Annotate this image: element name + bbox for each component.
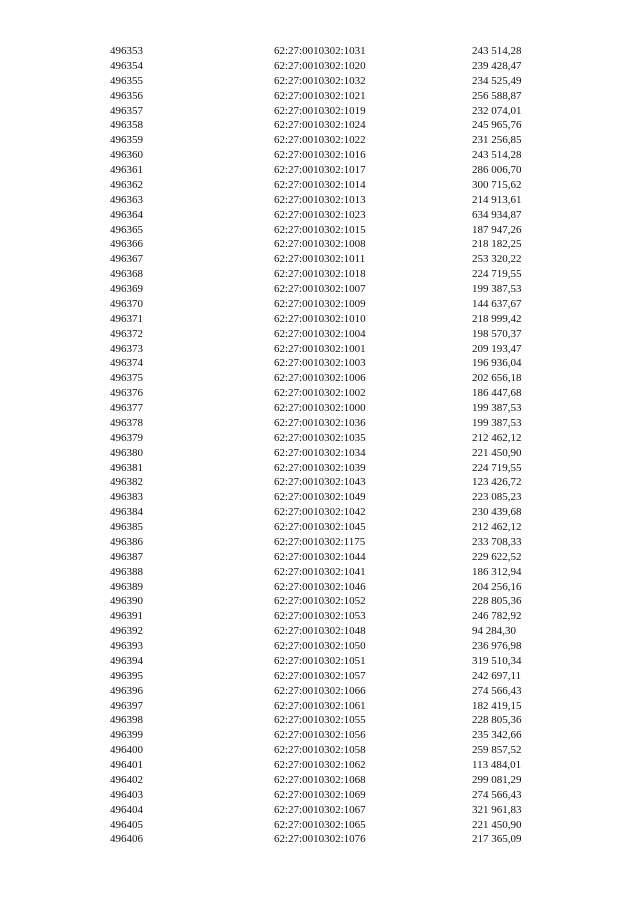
table-row xyxy=(110,490,530,505)
value-cell: 196 936,04 xyxy=(472,357,522,370)
cadastral-number-cell: 62:27:0010302:1048 xyxy=(274,625,366,638)
cadastral-number-cell: 62:27:0010302:1010 xyxy=(274,312,366,325)
table-row xyxy=(110,104,530,119)
value-cell: 218 999,42 xyxy=(472,312,522,325)
row-number-cell: 496359 xyxy=(110,134,143,147)
cadastral-number-cell: 62:27:0010302:1067 xyxy=(274,803,366,816)
cadastral-number-cell: 62:27:0010302:1049 xyxy=(274,491,366,504)
row-number-cell: 496395 xyxy=(110,669,143,682)
table-row xyxy=(110,342,530,357)
value-cell: 236 976,98 xyxy=(472,640,522,652)
value-cell: 182 419,15 xyxy=(472,699,522,712)
value-cell: 274 566,43 xyxy=(472,684,522,697)
value-cell: 224 719,55 xyxy=(472,268,522,281)
cadastral-number-cell: 62:27:0010302:1034 xyxy=(274,446,366,459)
value-cell: 187 947,26 xyxy=(472,223,522,236)
row-number-cell: 496369 xyxy=(110,283,143,295)
row-number-cell: 496392 xyxy=(110,625,143,638)
value-cell: 224 719,55 xyxy=(472,461,522,474)
value-cell: 274 566,43 xyxy=(472,788,522,801)
table-row xyxy=(110,475,530,490)
cadastral-number-cell: 62:27:0010302:1061 xyxy=(274,699,366,712)
cadastral-number-cell: 62:27:0010302:1044 xyxy=(274,550,366,563)
table-row xyxy=(110,624,530,639)
value-cell: 300 715,62 xyxy=(472,178,522,191)
cadastral-number-cell: 62:27:0010302:1065 xyxy=(274,818,366,831)
row-number-cell: 496402 xyxy=(110,773,143,786)
cadastral-number-cell: 62:27:0010302:1020 xyxy=(274,59,366,72)
value-cell: 239 428,47 xyxy=(472,59,522,72)
value-cell: 231 256,85 xyxy=(472,134,522,147)
table-row xyxy=(110,416,530,431)
row-number-cell: 496398 xyxy=(110,714,143,727)
cadastral-number-cell: 62:27:0010302:1007 xyxy=(274,283,366,295)
cadastral-number-cell: 62:27:0010302:1011 xyxy=(274,253,366,266)
value-cell: 246 782,92 xyxy=(472,610,522,623)
table-row xyxy=(110,371,530,386)
cadastral-number-cell: 62:27:0010302:1018 xyxy=(274,268,366,281)
cadastral-number-cell: 62:27:0010302:1001 xyxy=(274,342,366,355)
row-number-cell: 496380 xyxy=(110,446,143,459)
row-number-cell: 496386 xyxy=(110,535,143,548)
table-row xyxy=(110,223,530,238)
value-cell: 230 439,68 xyxy=(472,506,522,519)
table-row xyxy=(110,401,530,416)
row-number-cell: 496394 xyxy=(110,654,143,667)
table-row xyxy=(110,699,530,714)
row-number-cell: 496387 xyxy=(110,550,143,563)
cadastral-number-cell: 62:27:0010302:1013 xyxy=(274,193,366,206)
cadastral-number-cell: 62:27:0010302:1050 xyxy=(274,640,366,652)
cadastral-number-cell: 62:27:0010302:1041 xyxy=(274,565,366,578)
table-row xyxy=(110,758,530,773)
table-row xyxy=(110,208,530,223)
cadastral-number-cell: 62:27:0010302:1066 xyxy=(274,684,366,697)
row-number-cell: 496366 xyxy=(110,238,143,251)
table-row xyxy=(110,267,530,282)
value-cell: 204 256,16 xyxy=(472,580,522,593)
cadastral-number-cell: 62:27:0010302:1015 xyxy=(274,223,366,236)
value-cell: 634 934,87 xyxy=(472,208,522,221)
row-number-cell: 496365 xyxy=(110,223,143,236)
table-row xyxy=(110,327,530,342)
value-cell: 123 426,72 xyxy=(472,476,522,489)
row-number-cell: 496383 xyxy=(110,491,143,504)
value-cell: 259 857,52 xyxy=(472,744,522,757)
cadastral-number-cell: 62:27:0010302:1024 xyxy=(274,119,366,132)
table-row xyxy=(110,773,530,788)
row-number-cell: 496367 xyxy=(110,253,143,266)
table-row xyxy=(110,356,530,371)
row-number-cell: 496385 xyxy=(110,521,143,533)
table-row xyxy=(110,74,530,89)
table-row xyxy=(110,44,530,59)
row-number-cell: 496368 xyxy=(110,268,143,281)
row-number-cell: 496403 xyxy=(110,788,143,801)
cadastral-number-cell: 62:27:0010302:1031 xyxy=(274,45,366,57)
cadastral-number-cell: 62:27:0010302:1036 xyxy=(274,416,366,429)
table-row xyxy=(110,461,530,476)
value-cell: 233 708,33 xyxy=(472,535,522,548)
row-number-cell: 496377 xyxy=(110,402,143,414)
value-cell: 218 182,25 xyxy=(472,238,522,251)
table-row xyxy=(110,684,530,699)
value-cell: 228 805,36 xyxy=(472,714,522,727)
row-number-cell: 496406 xyxy=(110,833,143,846)
cadastral-number-cell: 62:27:0010302:1053 xyxy=(274,610,366,623)
row-number-cell: 496384 xyxy=(110,506,143,519)
table-row xyxy=(110,237,530,252)
table-row xyxy=(110,386,530,401)
cadastral-number-cell: 62:27:0010302:1076 xyxy=(274,833,366,846)
cadastral-number-cell: 62:27:0010302:1042 xyxy=(274,506,366,519)
table-row xyxy=(110,193,530,208)
table-row xyxy=(110,832,530,847)
row-number-cell: 496374 xyxy=(110,357,143,370)
value-cell: 235 342,66 xyxy=(472,729,522,742)
value-cell: 243 514,28 xyxy=(472,45,522,57)
cadastral-number-cell: 62:27:0010302:1055 xyxy=(274,714,366,727)
cadastral-number-cell: 62:27:0010302:1032 xyxy=(274,74,366,87)
value-cell: 186 312,94 xyxy=(472,565,522,578)
value-cell: 229 622,52 xyxy=(472,550,522,563)
table-row xyxy=(110,609,530,624)
row-number-cell: 496404 xyxy=(110,803,143,816)
cadastral-number-cell: 62:27:0010302:1023 xyxy=(274,208,366,221)
cadastral-number-cell: 62:27:0010302:1062 xyxy=(274,759,366,771)
value-cell: 228 805,36 xyxy=(472,595,522,608)
cadastral-number-cell: 62:27:0010302:1043 xyxy=(274,476,366,489)
value-cell: 217 365,09 xyxy=(472,833,522,846)
row-number-cell: 496376 xyxy=(110,387,143,400)
table-row xyxy=(110,505,530,520)
row-number-cell: 496354 xyxy=(110,59,143,72)
value-cell: 202 656,18 xyxy=(472,372,522,385)
cadastral-number-cell: 62:27:0010302:1046 xyxy=(274,580,366,593)
row-number-cell: 496372 xyxy=(110,327,143,340)
table-row xyxy=(110,803,530,818)
cadastral-number-cell: 62:27:0010302:1017 xyxy=(274,164,366,176)
row-number-cell: 496378 xyxy=(110,416,143,429)
cadastral-number-cell: 62:27:0010302:1021 xyxy=(274,89,366,102)
cadastral-number-cell: 62:27:0010302:1008 xyxy=(274,238,366,251)
row-number-cell: 496405 xyxy=(110,818,143,831)
row-number-cell: 496382 xyxy=(110,476,143,489)
table-row xyxy=(110,594,530,609)
cadastral-number-cell: 62:27:0010302:1003 xyxy=(274,357,366,370)
value-cell: 242 697,11 xyxy=(472,669,522,682)
value-cell: 144 637,67 xyxy=(472,297,522,310)
cadastral-number-cell: 62:27:0010302:1058 xyxy=(274,744,366,757)
value-cell: 199 387,53 xyxy=(472,416,522,429)
row-number-cell: 496391 xyxy=(110,610,143,623)
row-number-cell: 496400 xyxy=(110,744,143,757)
value-cell: 321 961,83 xyxy=(472,803,522,816)
cadastral-number-cell: 62:27:0010302:1056 xyxy=(274,729,366,742)
table-row xyxy=(110,788,530,803)
value-cell: 214 913,61 xyxy=(472,193,522,206)
row-number-cell: 496361 xyxy=(110,164,143,176)
row-number-cell: 496358 xyxy=(110,119,143,132)
row-number-cell: 496356 xyxy=(110,89,143,102)
table-row xyxy=(110,580,530,595)
cadastral-number-cell: 62:27:0010302:1052 xyxy=(274,595,366,608)
cadastral-number-cell: 62:27:0010302:1002 xyxy=(274,387,366,400)
cadastral-number-cell: 62:27:0010302:1051 xyxy=(274,654,366,667)
table-row xyxy=(110,178,530,193)
value-cell: 299 081,29 xyxy=(472,773,522,786)
value-cell: 199 387,53 xyxy=(472,283,522,295)
value-cell: 212 462,12 xyxy=(472,521,522,533)
cadastral-number-cell: 62:27:0010302:1016 xyxy=(274,149,366,162)
table-row xyxy=(110,713,530,728)
row-number-cell: 496357 xyxy=(110,104,143,117)
row-number-cell: 496360 xyxy=(110,149,143,162)
table-row xyxy=(110,535,530,550)
row-number-cell: 496381 xyxy=(110,461,143,474)
table-row xyxy=(110,312,530,327)
cadastral-number-cell: 62:27:0010302:1014 xyxy=(274,178,366,191)
cadastral-number-cell: 62:27:0010302:1069 xyxy=(274,788,366,801)
row-number-cell: 496375 xyxy=(110,372,143,385)
row-number-cell: 496397 xyxy=(110,699,143,712)
table-row xyxy=(110,639,530,654)
value-cell: 234 525,49 xyxy=(472,74,522,87)
row-number-cell: 496399 xyxy=(110,729,143,742)
row-number-cell: 496379 xyxy=(110,431,143,444)
row-number-cell: 496401 xyxy=(110,759,143,771)
value-cell: 256 588,87 xyxy=(472,89,522,102)
row-number-cell: 496389 xyxy=(110,580,143,593)
row-number-cell: 496373 xyxy=(110,342,143,355)
value-cell: 113 484,01 xyxy=(472,759,522,771)
table-row xyxy=(110,118,530,133)
row-number-cell: 496390 xyxy=(110,595,143,608)
row-number-cell: 496393 xyxy=(110,640,143,652)
value-cell: 319 510,34 xyxy=(472,654,522,667)
value-cell: 186 447,68 xyxy=(472,387,522,400)
cadastral-number-cell: 62:27:0010302:1068 xyxy=(274,773,366,786)
row-number-cell: 496364 xyxy=(110,208,143,221)
cadastral-number-cell: 62:27:0010302:1004 xyxy=(274,327,366,340)
table-row xyxy=(110,654,530,669)
table-row xyxy=(110,252,530,267)
cadastral-value-table xyxy=(110,44,530,847)
row-number-cell: 496371 xyxy=(110,312,143,325)
cadastral-number-cell: 62:27:0010302:1006 xyxy=(274,372,366,385)
table-row xyxy=(110,89,530,104)
value-cell: 198 570,37 xyxy=(472,327,522,340)
value-cell: 243 514,28 xyxy=(472,149,522,162)
cadastral-number-cell: 62:27:0010302:1175 xyxy=(274,535,366,548)
cadastral-number-cell: 62:27:0010302:1000 xyxy=(274,402,366,414)
value-cell: 212 462,12 xyxy=(472,431,522,444)
value-cell: 221 450,90 xyxy=(472,446,522,459)
value-cell: 286 006,70 xyxy=(472,164,522,176)
table-body xyxy=(110,44,530,847)
value-cell: 232 074,01 xyxy=(472,104,522,117)
row-number-cell: 496370 xyxy=(110,297,143,310)
table-row xyxy=(110,297,530,312)
table-row xyxy=(110,148,530,163)
table-row xyxy=(110,669,530,684)
value-cell: 199 387,53 xyxy=(472,402,522,414)
cadastral-number-cell: 62:27:0010302:1019 xyxy=(274,104,366,117)
value-cell: 223 085,23 xyxy=(472,491,522,504)
table-row xyxy=(110,446,530,461)
table-row xyxy=(110,520,530,535)
cadastral-number-cell: 62:27:0010302:1022 xyxy=(274,134,366,147)
value-cell: 245 965,76 xyxy=(472,119,522,132)
table-row xyxy=(110,133,530,148)
value-cell: 94 284,30 xyxy=(472,625,516,638)
row-number-cell: 496388 xyxy=(110,565,143,578)
table-row xyxy=(110,728,530,743)
cadastral-number-cell: 62:27:0010302:1057 xyxy=(274,669,366,682)
row-number-cell: 496363 xyxy=(110,193,143,206)
table-row xyxy=(110,282,530,297)
value-cell: 253 320,22 xyxy=(472,253,522,266)
row-number-cell: 496396 xyxy=(110,684,143,697)
cadastral-number-cell: 62:27:0010302:1045 xyxy=(274,521,366,533)
table-row xyxy=(110,743,530,758)
table-row xyxy=(110,550,530,565)
cadastral-number-cell: 62:27:0010302:1039 xyxy=(274,461,366,474)
value-cell: 209 193,47 xyxy=(472,342,522,355)
row-number-cell: 496353 xyxy=(110,45,143,57)
table-row xyxy=(110,431,530,446)
value-cell: 221 450,90 xyxy=(472,818,522,831)
table-row xyxy=(110,163,530,178)
cadastral-number-cell: 62:27:0010302:1009 xyxy=(274,297,366,310)
table-row xyxy=(110,59,530,74)
table-row xyxy=(110,818,530,833)
row-number-cell: 496355 xyxy=(110,74,143,87)
row-number-cell: 496362 xyxy=(110,178,143,191)
cadastral-number-cell: 62:27:0010302:1035 xyxy=(274,431,366,444)
table-row xyxy=(110,565,530,580)
